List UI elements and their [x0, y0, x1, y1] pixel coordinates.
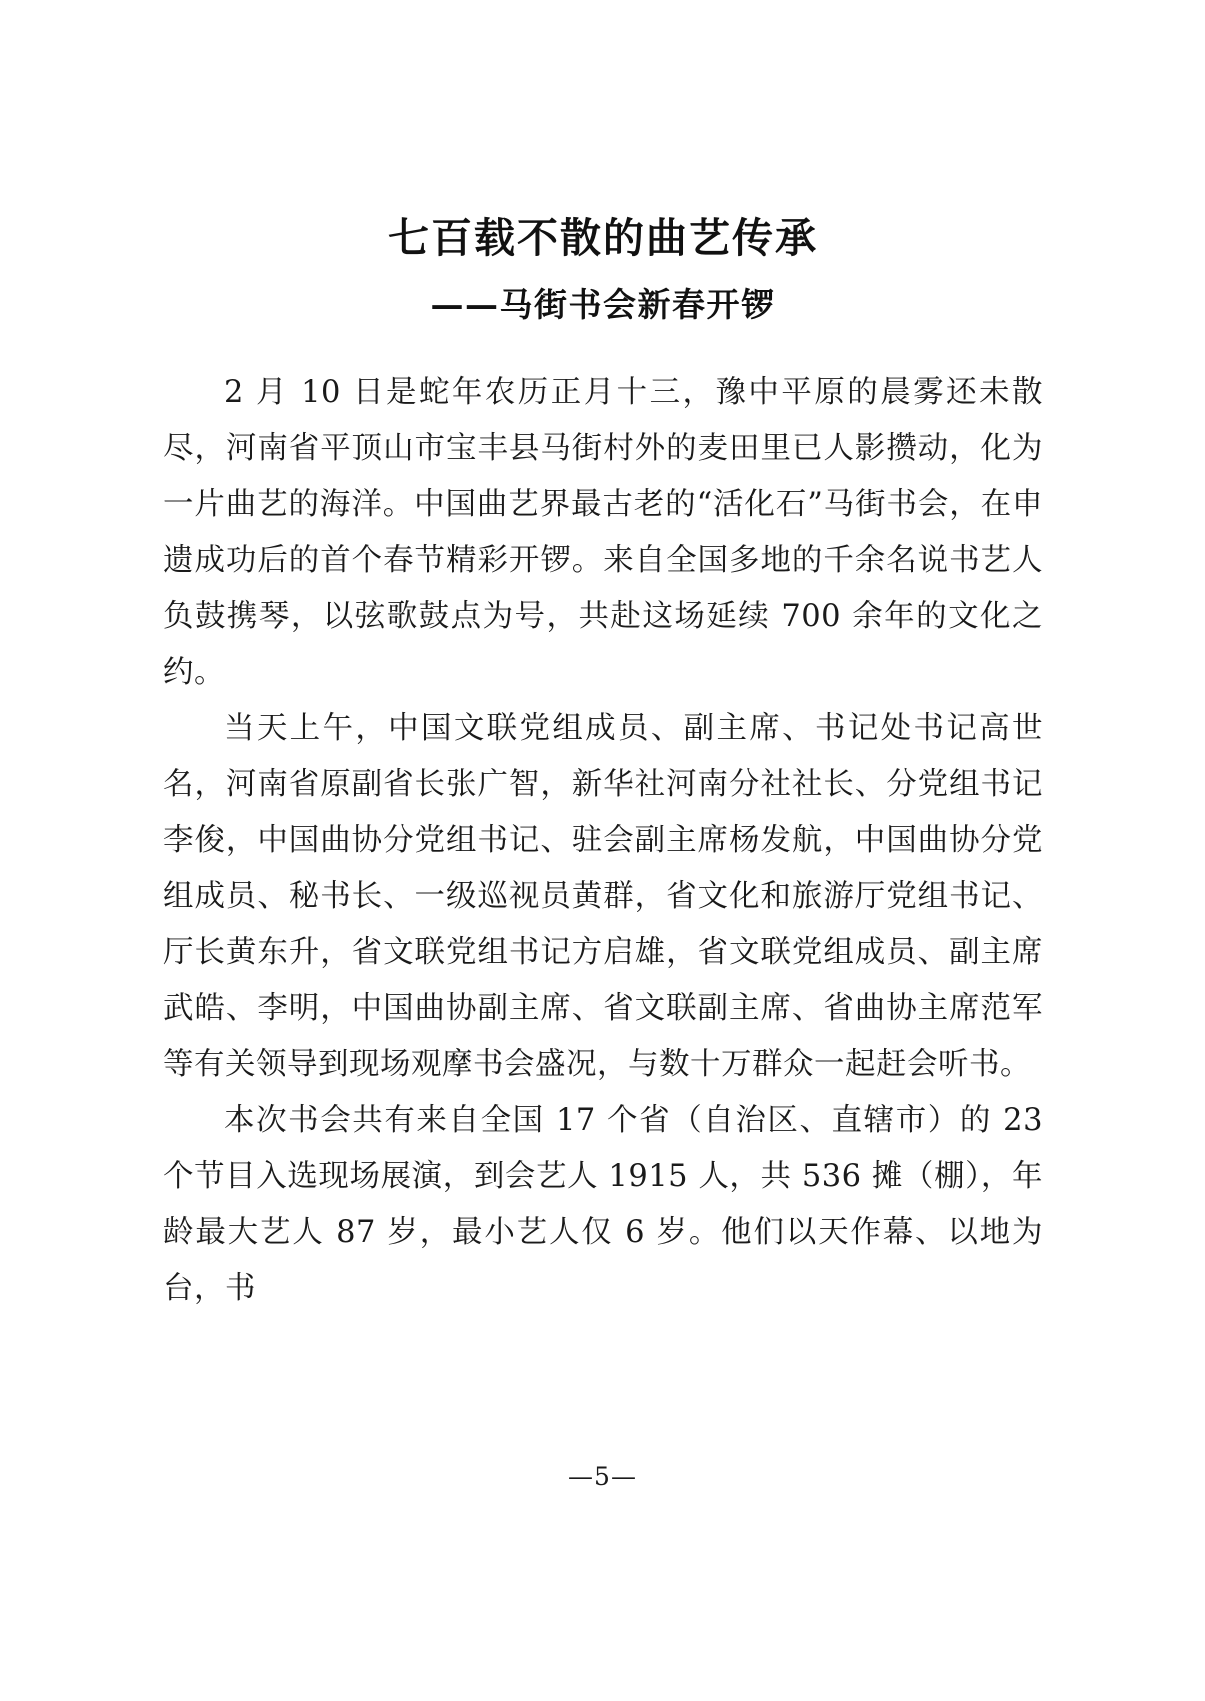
page-subtitle: ——马街书会新春开锣 — [430, 285, 776, 325]
page-content — [163, 0, 1043, 1317]
article-body — [163, 325, 1043, 1317]
paragraph: 本次书会共有来自全国 17 个省（自治区、直辖市）的 23 个节目入选现场展演，到会艺人 1915 人，共 536 摊（棚），年龄最大艺人 87 岁，最小艺人仅 6 岁。他们以天作幕、以地为台，书 — [163, 1102, 1043, 1306]
paragraph: 当天上午，中国文联党组成员、副主席、书记处书记高世名，河南省原副省长张广智，新华社河南分社社长、分党组书记李俊，中国曲协分党组书记、驻会副主席杨发航，中国曲协分党组成员、秘书长、一级巡视员黄群，省文化和旅游厅党组书记、厅长黄东升，省文联党组书记方启雄，省文联党组成员、副主席武皓、李明，中国曲协副主席、省文联副主席、省曲协主席范军等有关领导到现场观摩书会盛况，与数十万群众一起赶会听书。 — [163, 710, 1043, 1082]
page-title: 七百载不散的曲艺传承 — [388, 214, 818, 262]
page-number: —5— — [568, 1462, 637, 1491]
paragraph: 2 月 10 日是蛇年农历正月十三，豫中平原的晨雾还未散尽，河南省平顶山市宝丰县马街村外的麦田里已人影攒动，化为一片曲艺的海洋。中国曲艺界最古老的“活化石”马街书会，在申遗成功后的首个春节精彩开锣。来自全国多地的千余名说书艺人负鼓携琴，以弦歌鼓点为号，共赴这场延续 700 余年的文化之约。 — [163, 374, 1043, 690]
